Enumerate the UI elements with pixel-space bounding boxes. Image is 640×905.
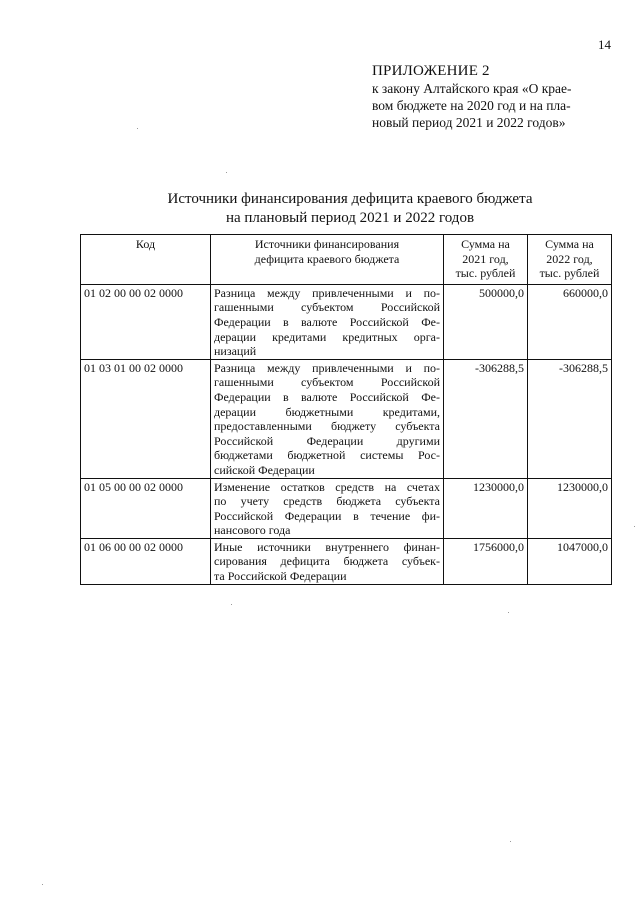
scan-speck <box>634 526 635 527</box>
table-row <box>81 538 612 584</box>
row-description: Иные источники внутреннего финан- сирования дефицита бюджета субъек- та Российской Федерации <box>211 538 444 584</box>
header-code: Код <box>81 235 211 285</box>
row-code: 01 02 00 00 02 0000 <box>81 284 211 359</box>
appendix-title: ПРИЛОЖЕНИЕ 2 <box>372 63 490 79</box>
row-description: Разница между привлеченными и по- гашенными субъектом Российской Федерации в валюте Российской Фе- дерации бюджетными кредитами, предоставленными бюджету субъекта Российской Федерации другими бюджетами бюджетной системы Рос- сийской Федерации <box>211 359 444 478</box>
row-amount-2021: 500000,0 <box>444 284 528 359</box>
scan-speck <box>510 841 511 842</box>
row-code: 01 03 01 00 02 0000 <box>81 359 211 478</box>
row-amount-2021: -306288,5 <box>444 359 528 478</box>
row-code: 01 06 00 00 02 0000 <box>81 538 211 584</box>
header-amount-2021: Сумма на 2021 год, тыс. рублей <box>444 235 528 285</box>
appendix-line: к закону Алтайского края «О крае- <box>372 81 572 96</box>
document-title <box>80 190 620 228</box>
document-title-line: на плановый период 2021 и 2022 годов <box>225 210 475 226</box>
table-header-row <box>81 235 612 285</box>
row-description: Разница между привлеченными и по- гашенными субъектом Российской Федерации в валюте Российской Фе- дерации кредитами кредитных орга- низаций <box>211 284 444 359</box>
scan-speck <box>42 884 43 885</box>
row-amount-2022: -306288,5 <box>528 359 612 478</box>
scan-speck <box>226 172 227 173</box>
scan-speck <box>137 128 138 129</box>
header-source: Источники финансирования дефицита краевого бюджета <box>211 235 444 285</box>
row-amount-2021: 1230000,0 <box>444 478 528 538</box>
row-amount-2022: 660000,0 <box>528 284 612 359</box>
table-row <box>81 284 612 359</box>
financing-sources-table <box>80 234 612 585</box>
table-row <box>81 359 612 478</box>
row-amount-2022: 1230000,0 <box>528 478 612 538</box>
scan-speck <box>508 612 509 613</box>
row-code: 01 05 00 00 02 0000 <box>81 478 211 538</box>
header-amount-2022: Сумма на 2022 год, тыс. рублей <box>528 235 612 285</box>
scan-speck <box>231 604 232 605</box>
table-row <box>81 478 612 538</box>
appendix-header <box>372 62 604 131</box>
row-description: Изменение остатков средств на счетах по учету средств бюджета субъекта Российской Федерации в течение фи- нансового года <box>211 478 444 538</box>
row-amount-2022: 1047000,0 <box>528 538 612 584</box>
row-amount-2021: 1756000,0 <box>444 538 528 584</box>
page-number: 14 <box>598 37 611 52</box>
appendix-line: новый период 2021 и 2022 годов» <box>372 115 566 130</box>
document-title-line: Источники финансирования дефицита краевого бюджета <box>167 191 533 207</box>
appendix-line: вом бюджете на 2020 год и на пла- <box>372 98 571 113</box>
